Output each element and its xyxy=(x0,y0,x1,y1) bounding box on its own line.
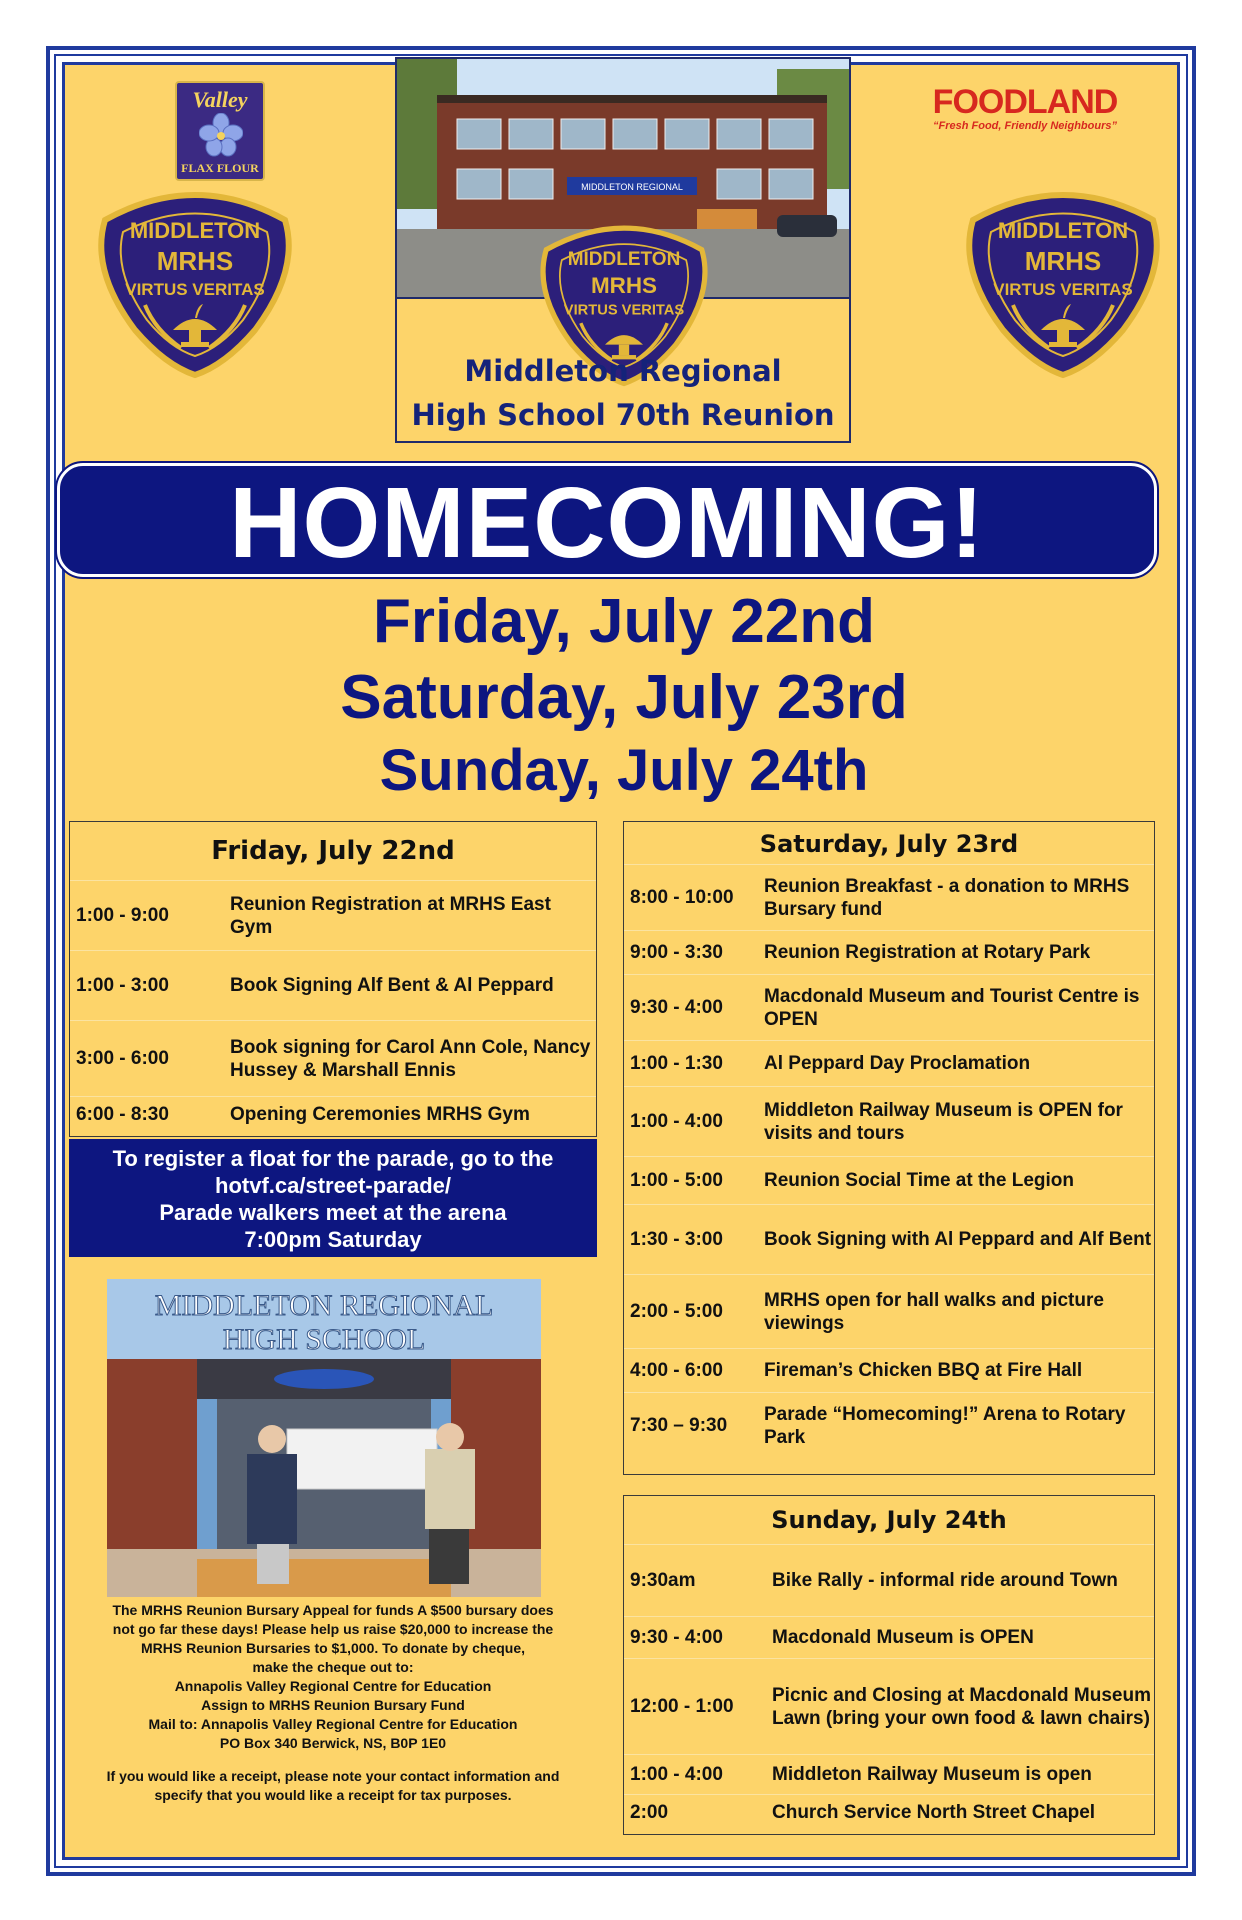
bursary-line: Mail to: Annapolis Valley Regional Centre for Education xyxy=(148,1716,518,1732)
date-friday: Friday, July 22nd xyxy=(373,587,875,656)
event-time: 4:00 - 6:00 xyxy=(624,1349,764,1393)
register-line4: 7:00pm Saturday xyxy=(244,1227,422,1252)
bursary-appeal xyxy=(69,1601,597,1805)
event-time: 1:00 - 3:00 xyxy=(70,951,230,1021)
saturday-table xyxy=(624,864,1154,1459)
cheque-presentation-image xyxy=(107,1279,541,1597)
badge-center-top: MIDDLETON xyxy=(567,249,681,271)
homecoming-title: HOMECOMING! xyxy=(229,467,985,579)
header-box xyxy=(395,57,851,443)
school-sign-line2: HIGH SCHOOL xyxy=(222,1323,426,1356)
valley-logo-name: Valley xyxy=(192,87,248,112)
bursary-line: MRHS Reunion Bursaries to $1,000. To donate by cheque, xyxy=(140,1640,526,1656)
event-description: Macdonald Museum is OPEN xyxy=(772,1617,1154,1659)
event-time: 9:30 - 4:00 xyxy=(624,1617,772,1659)
table-row xyxy=(624,1041,1154,1087)
event-description: Reunion Registration at Rotary Park xyxy=(764,931,1154,975)
table-row xyxy=(70,951,596,1021)
event-time: 1:00 - 9:00 xyxy=(70,881,230,951)
badge-left-top: MIDDLETON xyxy=(129,218,261,243)
table-row xyxy=(624,865,1154,931)
table-row xyxy=(624,1205,1154,1275)
reunion-title-line1: Middleton Regional xyxy=(464,354,782,388)
table-row xyxy=(624,1617,1154,1659)
table-row xyxy=(624,975,1154,1041)
event-time: 2:00 - 5:00 xyxy=(624,1275,764,1349)
school-photo-sign: MIDDLETON REGIONAL xyxy=(581,182,683,192)
flax-flower-icon xyxy=(199,113,243,157)
bursary-line: PO Box 340 Berwick, NS, B0P 1E0 xyxy=(219,1735,447,1751)
event-time: 1:00 - 4:00 xyxy=(624,1755,772,1795)
event-time: 9:00 - 3:30 xyxy=(624,931,764,975)
event-time: 9:30am xyxy=(624,1545,772,1617)
table-row xyxy=(624,1349,1154,1393)
parade-registration-link[interactable]: hotvf.ca/street-parade/ xyxy=(215,1173,451,1198)
foodland-tagline: “Fresh Food, Friendly Neighbours” xyxy=(933,120,1117,132)
event-time: 7:30 – 9:30 xyxy=(624,1393,764,1459)
mrhs-badge-right xyxy=(953,180,1173,380)
event-description: Reunion Breakfast - a donation to MRHS Bursary fund xyxy=(764,865,1154,931)
event-description: Opening Ceremonies MRHS Gym xyxy=(230,1097,596,1133)
friday-table xyxy=(70,880,596,1133)
homecoming-banner xyxy=(57,463,1157,577)
table-row xyxy=(624,1157,1154,1205)
event-time: 1:30 - 3:00 xyxy=(624,1205,764,1275)
event-time: 1:00 - 4:00 xyxy=(624,1087,764,1157)
event-time: 2:00 xyxy=(624,1795,772,1831)
event-description: Parade “Homecoming!” Arena to Rotary Park xyxy=(764,1393,1154,1459)
event-time: 1:00 - 5:00 xyxy=(624,1157,764,1205)
valley-logo-sub: FLAX FLOUR xyxy=(181,161,259,175)
poster xyxy=(62,62,1180,1860)
event-time: 3:00 - 6:00 xyxy=(70,1021,230,1097)
event-description: Al Peppard Day Proclamation xyxy=(764,1041,1154,1087)
event-description: Reunion Registration at MRHS East Gym xyxy=(230,881,596,951)
event-time: 1:00 - 1:30 xyxy=(624,1041,764,1087)
table-row xyxy=(624,1659,1154,1755)
bursary-line: If you would like a receipt, please note your contact information and xyxy=(106,1768,560,1784)
event-description: Middleton Railway Museum is open xyxy=(772,1755,1154,1795)
event-description: Book Signing with Al Peppard and Alf Bent xyxy=(764,1205,1154,1275)
badge-right-top: MIDDLETON xyxy=(997,218,1129,243)
event-description: MRHS open for hall walks and picture viewings xyxy=(764,1275,1154,1349)
reunion-title-line2: High School 70th Reunion xyxy=(411,398,835,432)
register-line3: Parade walkers meet at the arena xyxy=(159,1200,507,1225)
badge-left-motto: VIRTUS VERITAS xyxy=(125,280,265,299)
table-row xyxy=(624,931,1154,975)
sunday-schedule xyxy=(623,1495,1155,1835)
table-row xyxy=(70,1097,596,1133)
saturday-schedule xyxy=(623,821,1155,1475)
event-description: Fireman’s Chicken BBQ at Fire Hall xyxy=(764,1349,1154,1393)
event-description: Picnic and Closing at Macdonald Museum Lawn (bring your own food & lawn chairs) xyxy=(772,1659,1154,1755)
bursary-line: specify that you would like a receipt for tax purposes. xyxy=(154,1787,512,1803)
event-time: 6:00 - 8:30 xyxy=(70,1097,230,1133)
table-row xyxy=(624,1755,1154,1795)
sunday-table xyxy=(624,1544,1154,1831)
date-sunday: Sunday, July 24th xyxy=(379,738,869,803)
foodland-name: FOODLAND xyxy=(932,83,1118,121)
date-saturday: Saturday, July 23rd xyxy=(340,663,908,732)
event-description: Book Signing Alf Bent & Al Peppard xyxy=(230,951,596,1021)
register-line1: To register a float for the parade, go to the xyxy=(112,1146,554,1171)
friday-schedule-title: Friday, July 22nd xyxy=(211,836,455,866)
table-row xyxy=(624,1275,1154,1349)
event-time: 12:00 - 1:00 xyxy=(624,1659,772,1755)
badge-left-middle: MRHS xyxy=(156,246,234,276)
event-description: Reunion Social Time at the Legion xyxy=(764,1157,1154,1205)
bursary-line: Annapolis Valley Regional Centre for Education xyxy=(174,1678,492,1694)
school-sign-line1: MIDDLETON REGIONAL xyxy=(154,1289,494,1322)
table-row xyxy=(624,1545,1154,1617)
bursary-photo xyxy=(107,1279,541,1597)
table-row xyxy=(70,881,596,951)
event-description: Bike Rally - informal ride around Town xyxy=(772,1545,1154,1617)
bursary-line: The MRHS Reunion Bursary Appeal for funds A $500 bursary does xyxy=(112,1602,554,1618)
badge-center-middle: MRHS xyxy=(590,272,658,298)
table-row xyxy=(624,1393,1154,1459)
event-description: Macdonald Museum and Tourist Centre is OPEN xyxy=(764,975,1154,1041)
event-time: 9:30 - 4:00 xyxy=(624,975,764,1041)
badge-right-motto: VIRTUS VERITAS xyxy=(993,280,1133,299)
reunion-title xyxy=(397,349,849,437)
event-description: Middleton Railway Museum is OPEN for visits and tours xyxy=(764,1087,1154,1157)
mrhs-badge-left xyxy=(85,180,305,380)
event-description: Church Service North Street Chapel xyxy=(772,1795,1154,1831)
valley-flax-flour-logo xyxy=(175,81,265,181)
table-row xyxy=(70,1021,596,1097)
event-description: Book signing for Carol Ann Cole, Nancy Hussey & Marshall Ennis xyxy=(230,1021,596,1097)
friday-schedule xyxy=(69,821,597,1137)
bursary-line: make the cheque out to: xyxy=(252,1659,414,1675)
badge-center-motto: VIRTUS VERITAS xyxy=(563,302,685,319)
parade-registration-box xyxy=(69,1139,597,1257)
table-row xyxy=(624,1795,1154,1831)
table-row xyxy=(624,1087,1154,1157)
foodland-logo xyxy=(925,83,1125,143)
saturday-schedule-title: Saturday, July 23rd xyxy=(759,830,1019,858)
event-time: 8:00 - 10:00 xyxy=(624,865,764,931)
bursary-line: Assign to MRHS Reunion Bursary Fund xyxy=(201,1697,465,1713)
badge-right-middle: MRHS xyxy=(1024,246,1102,276)
bursary-line: not go far these days! Please help us raise $20,000 to increase the xyxy=(112,1621,554,1637)
sunday-schedule-title: Sunday, July 24th xyxy=(771,1506,1007,1534)
